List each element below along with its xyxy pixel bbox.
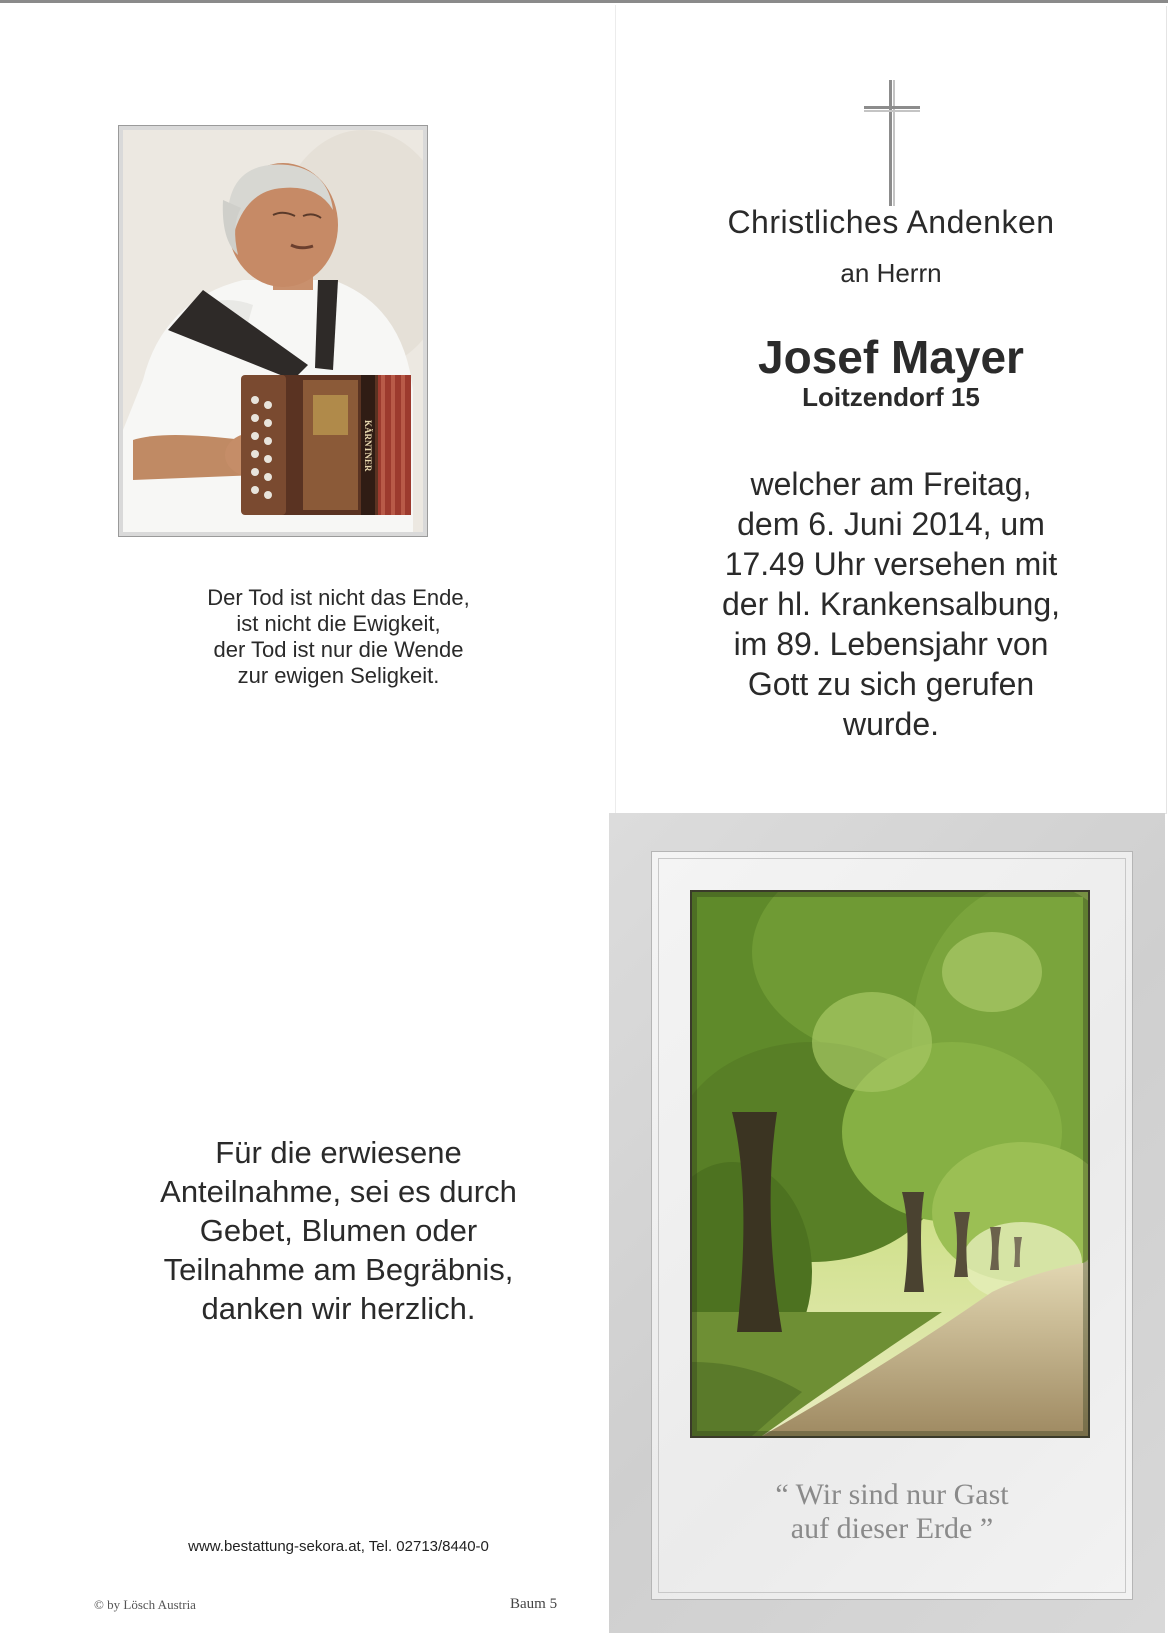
death-notice-line: wurde.: [842, 706, 940, 742]
tree-avenue-illustration: [692, 892, 1088, 1436]
deceased-name: Josef Mayer: [758, 331, 1024, 383]
thanks-line: Teilnahme am Begräbnis,: [163, 1252, 514, 1287]
poem-line: ist nicht die Ewigkeit,: [236, 611, 441, 636]
design-code: Baum 5: [510, 1596, 558, 1612]
quote-line: “ Wir sind nur Gast: [775, 1478, 1009, 1511]
poem-line: zur ewigen Seligkeit.: [237, 663, 440, 688]
tree-avenue-photo: [690, 890, 1090, 1438]
thanks-line: Gebet, Blumen oder: [199, 1213, 478, 1248]
poem-line: der Tod ist nur die Wende: [213, 637, 464, 662]
thanks-line: Für die erwiesene: [215, 1135, 462, 1170]
deceased-address: Loitzendorf 15: [802, 382, 980, 412]
thanks-text: [68, 1133, 609, 1328]
thanks-line: Anteilnahme, sei es durch: [160, 1174, 517, 1209]
scan-edge: [0, 0, 1168, 3]
memorial-heading: Christliches Andenken: [727, 204, 1055, 240]
memorial-subheading: an Herrn: [840, 258, 942, 288]
portrait-photo: [123, 130, 423, 532]
copyright-notice: © by Lösch Austria: [94, 1597, 196, 1612]
funeral-home-contact: www.bestattung-sekora.at, Tel. 02713/8440-0: [188, 1538, 489, 1555]
death-notice-text: [616, 464, 1166, 744]
death-notice-line: der hl. Krankensalbung,: [722, 586, 1060, 622]
instrument-lettering: KÄRNTNER: [363, 420, 373, 472]
portrait-illustration: [123, 130, 423, 532]
death-notice-line: im 89. Lebensjahr von: [733, 626, 1049, 662]
death-notice-line: 17.49 Uhr versehen mit: [724, 546, 1058, 582]
thanks-line: danken wir herzlich.: [201, 1291, 476, 1326]
death-notice-line: dem 6. Juni 2014, um: [737, 506, 1045, 542]
death-notice-line: welcher am Freitag,: [750, 466, 1032, 502]
poem-line: Der Tod ist nicht das Ende,: [207, 585, 470, 610]
portrait-photo-frame: [118, 125, 428, 537]
memorial-poem: [62, 585, 615, 689]
quote-line: auf dieser Erde ”: [790, 1512, 994, 1545]
memorial-quote: [651, 1478, 1133, 1546]
death-notice-line: Gott zu sich gerufen: [747, 666, 1035, 702]
cross-icon: [860, 80, 924, 206]
